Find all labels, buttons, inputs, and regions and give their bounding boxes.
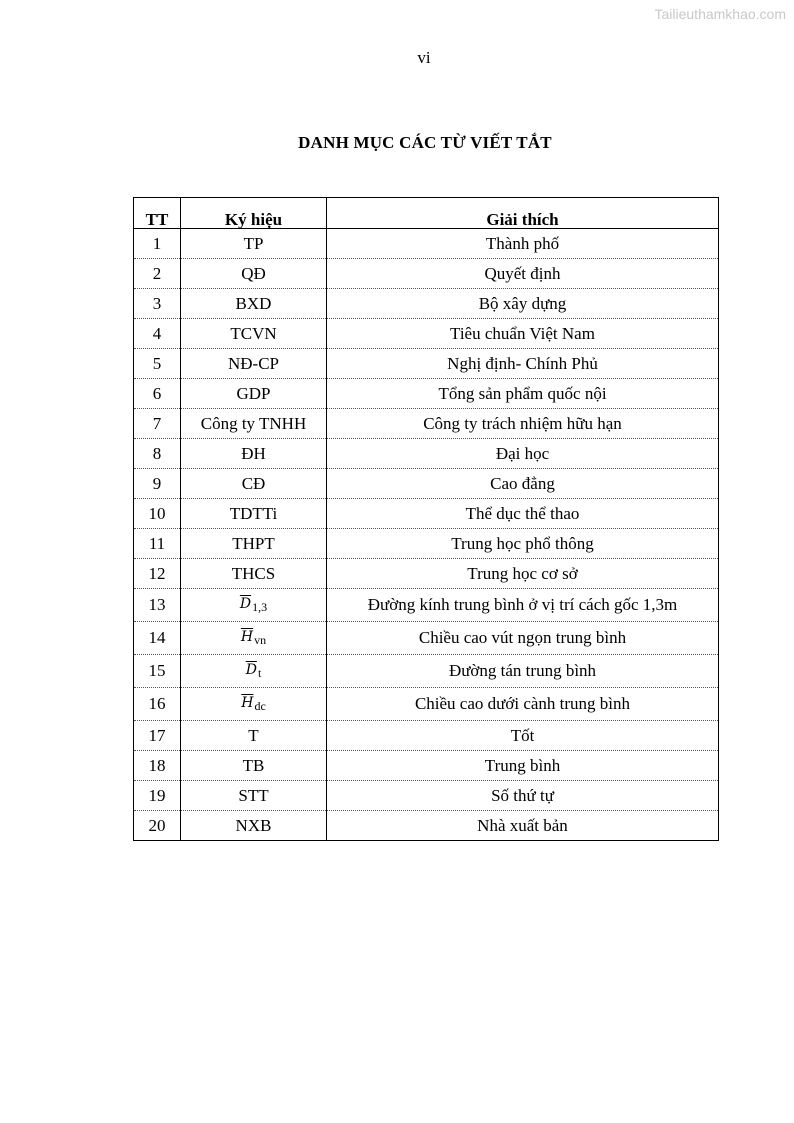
row-number: 19 bbox=[134, 781, 181, 811]
row-symbol: T bbox=[181, 721, 327, 751]
row-meaning: Nghị định- Chính Phủ bbox=[327, 349, 719, 379]
row-meaning: Chiều cao dưới cành trung bình bbox=[327, 688, 719, 721]
row-symbol: Công ty TNHH bbox=[181, 409, 327, 439]
row-symbol: TCVN bbox=[181, 319, 327, 349]
symbol-base: $\overline{H}$ bbox=[240, 629, 254, 645]
row-number: 10 bbox=[134, 499, 181, 529]
symbol-base: $\overline{D}$ bbox=[239, 596, 252, 612]
row-symbol: BXD bbox=[181, 289, 327, 319]
row-meaning: Chiều cao vút ngọn trung bình bbox=[327, 622, 719, 655]
table-row bbox=[134, 655, 719, 688]
row-symbol: GDP bbox=[181, 379, 327, 409]
symbol-subscript: dc bbox=[254, 699, 266, 713]
row-meaning: Thành phố bbox=[327, 229, 719, 259]
row-number: 4 bbox=[134, 319, 181, 349]
table-row bbox=[134, 439, 719, 469]
row-number: 16 bbox=[134, 688, 181, 721]
page-title: DANH MỤC CÁC TỪ VIẾT TẮT bbox=[298, 133, 552, 152]
symbol-base: $\overline{D}$ bbox=[245, 662, 257, 678]
symbol-subscript: vn bbox=[254, 633, 267, 647]
table-row bbox=[134, 349, 719, 379]
page-number: vi bbox=[417, 48, 431, 67]
row-number: 20 bbox=[134, 811, 181, 841]
row-meaning: Quyết định bbox=[327, 259, 719, 289]
symbol-subscript: t bbox=[257, 666, 262, 680]
math-symbol bbox=[240, 594, 267, 616]
table-row bbox=[134, 589, 719, 622]
row-meaning: Tốt bbox=[327, 721, 719, 751]
table-row bbox=[134, 499, 719, 529]
table-row bbox=[134, 688, 719, 721]
row-number: 7 bbox=[134, 409, 181, 439]
row-number: 14 bbox=[134, 622, 181, 655]
table-row bbox=[134, 529, 719, 559]
row-symbol: TB bbox=[181, 751, 327, 781]
header-meaning: Giải thích bbox=[327, 198, 719, 229]
table-row bbox=[134, 259, 719, 289]
table-row bbox=[134, 289, 719, 319]
row-meaning: Thể dục thể thao bbox=[327, 499, 719, 529]
row-number: 11 bbox=[134, 529, 181, 559]
row-meaning: Nhà xuất bản bbox=[327, 811, 719, 841]
table-row bbox=[134, 622, 719, 655]
row-symbol: TP bbox=[181, 229, 327, 259]
row-meaning: Trung học phổ thông bbox=[327, 529, 719, 559]
row-number: 5 bbox=[134, 349, 181, 379]
row-number: 13 bbox=[134, 589, 181, 622]
table-row bbox=[134, 379, 719, 409]
row-meaning: Trung bình bbox=[327, 751, 719, 781]
table-row bbox=[134, 721, 719, 751]
table-row bbox=[134, 229, 719, 259]
math-symbol bbox=[241, 693, 266, 715]
row-meaning: Đường kính trung bình ở vị trí cách gốc 1,3m bbox=[327, 589, 719, 622]
row-symbol: THCS bbox=[181, 559, 327, 589]
table-body bbox=[134, 229, 719, 841]
symbol-subscript: 1,3 bbox=[252, 600, 268, 614]
math-symbol bbox=[241, 627, 266, 649]
row-number: 12 bbox=[134, 559, 181, 589]
row-number: 2 bbox=[134, 259, 181, 289]
row-meaning: Cao đẳng bbox=[327, 469, 719, 499]
row-meaning: Công ty trách nhiệm hữu hạn bbox=[327, 409, 719, 439]
abbreviation-table bbox=[133, 197, 719, 841]
table-row bbox=[134, 811, 719, 841]
table-row bbox=[134, 469, 719, 499]
row-symbol bbox=[181, 589, 327, 622]
table-row bbox=[134, 781, 719, 811]
math-symbol bbox=[246, 660, 262, 682]
symbol-base: $\overline{H}$ bbox=[241, 695, 254, 711]
table-row bbox=[134, 559, 719, 589]
row-meaning: Đường tán trung bình bbox=[327, 655, 719, 688]
row-symbol: CĐ bbox=[181, 469, 327, 499]
row-number: 18 bbox=[134, 751, 181, 781]
row-symbol: TDTTi bbox=[181, 499, 327, 529]
row-meaning: Tiêu chuẩn Việt Nam bbox=[327, 319, 719, 349]
table-row bbox=[134, 409, 719, 439]
watermark: Tailieuthamkhao.com bbox=[654, 6, 786, 22]
row-number: 6 bbox=[134, 379, 181, 409]
row-number: 3 bbox=[134, 289, 181, 319]
table-row bbox=[134, 751, 719, 781]
table-row bbox=[134, 319, 719, 349]
row-number: 17 bbox=[134, 721, 181, 751]
row-number: 9 bbox=[134, 469, 181, 499]
row-symbol bbox=[181, 655, 327, 688]
row-number: 15 bbox=[134, 655, 181, 688]
row-symbol: NĐ-CP bbox=[181, 349, 327, 379]
row-meaning: Tổng sản phẩm quốc nội bbox=[327, 379, 719, 409]
row-number: 8 bbox=[134, 439, 181, 469]
row-symbol: ĐH bbox=[181, 439, 327, 469]
row-symbol bbox=[181, 622, 327, 655]
row-meaning: Trung học cơ sở bbox=[327, 559, 719, 589]
row-number: 1 bbox=[134, 229, 181, 259]
row-meaning: Số thứ tự bbox=[327, 781, 719, 811]
header-tt: TT bbox=[134, 198, 181, 229]
table-header-row bbox=[134, 198, 719, 229]
row-meaning: Bộ xây dựng bbox=[327, 289, 719, 319]
row-symbol: QĐ bbox=[181, 259, 327, 289]
row-symbol: NXB bbox=[181, 811, 327, 841]
row-symbol: STT bbox=[181, 781, 327, 811]
row-symbol bbox=[181, 688, 327, 721]
row-symbol: THPT bbox=[181, 529, 327, 559]
header-symbol: Ký hiệu bbox=[181, 198, 327, 229]
row-meaning: Đại học bbox=[327, 439, 719, 469]
